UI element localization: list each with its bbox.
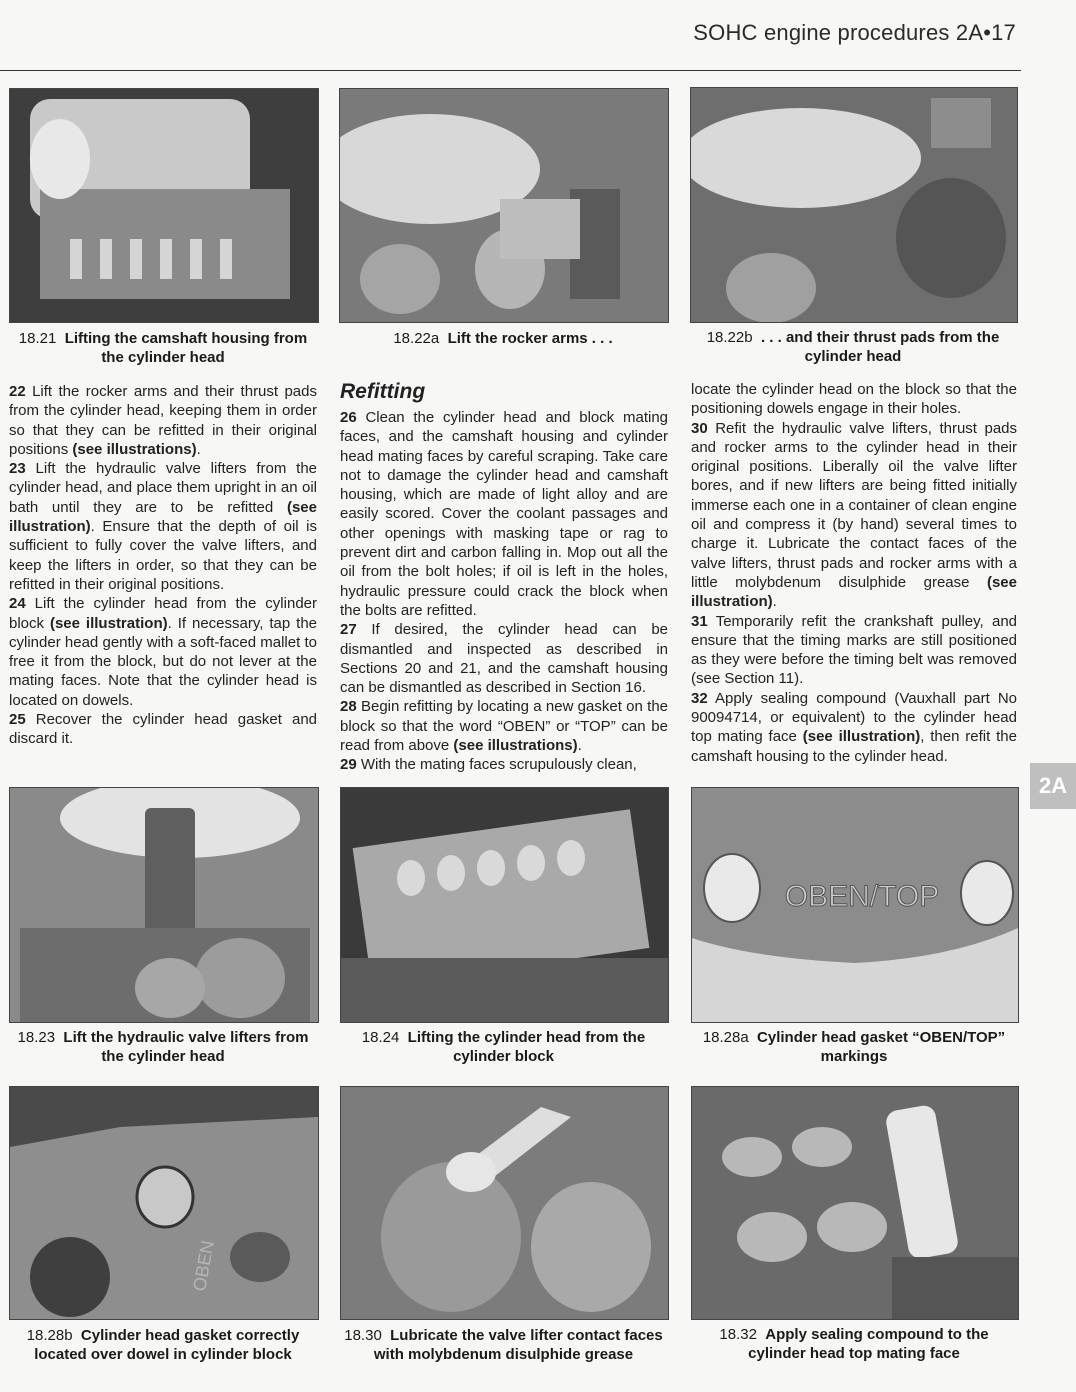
paragraph-26: 26 Clean the cylinder head and block mating faces, and the camshaft housing and cylinder head mating faces by careful scraping. Take care not to damage the cylinder head and camshaft housing, which are made of light alloy and are easily scored. Cover the coolant passages and other openings with masking tape or rag to prevent dirt and carbon falling in. Mop out all the oil from the bolt holes; if oil is left in the holes, hydraulic pressure could crack the block when the bolts are refitted.: [340, 409, 669, 619]
caption-18-24: [340, 1028, 667, 1066]
paragraph-25: 25 Recover the cylinder head gasket and discard it.: [9, 711, 317, 748]
caption-text: Lift the hydraulic valve lifters from the cylinder head: [63, 1029, 309, 1065]
caption-text: Lubricate the valve lifter contact faces with molybdenum disulphide grease: [373, 1327, 663, 1363]
caption-number: 18.22b: [706, 329, 753, 346]
paragraph-23: 23 Lift the hydraulic valve lifters from the cylinder head, and place them upright in an oil bath until they are to be refitted (see illustration). Ensure that the depth of oil is sufficient to fully cover the valve lifters, and keep the lifters in order, so that they can be refitted in their original positions.: [9, 460, 318, 593]
paragraph-28: 28 Begin refitting by locating a new gasket on the block so that the word “OBEN” or “TOP” can be read from above (see illustrations).: [340, 698, 668, 755]
text-column-1: [9, 382, 317, 749]
page-header: SOHC engine procedures 2A•17: [693, 20, 1016, 45]
photo-18-22a: [339, 88, 669, 323]
caption-18-22b: [690, 328, 1016, 366]
photo-18-28b: [9, 1086, 319, 1320]
caption-number: 18.21: [18, 330, 57, 347]
caption-number: 18.22a: [393, 330, 440, 347]
caption-18-28a: [691, 1028, 1017, 1066]
caption-number: 18.30: [344, 1327, 382, 1344]
caption-number: 18.28a: [702, 1029, 749, 1046]
photo-18-30: [340, 1086, 669, 1320]
caption-number: 18.28b: [26, 1327, 73, 1344]
caption-text: Apply sealing compound to the cylinder head top mating face: [748, 1326, 989, 1362]
caption-18-21: [9, 329, 317, 367]
section-tab: 2A: [1030, 763, 1076, 809]
photo-18-32: [691, 1086, 1019, 1320]
paragraph-22: 22 Lift the rocker arms and their thrust pads from the cylinder head, keeping them in order so that they can be refitted in their original positions (see illustrations).: [9, 383, 317, 458]
photo-18-23: [9, 787, 319, 1023]
paragraph-29: 29 With the mating faces scrupulously clean,: [340, 756, 637, 774]
header-rule: [0, 70, 1021, 71]
photo-18-28a: [691, 787, 1019, 1023]
text-column-2: [340, 380, 668, 775]
paragraph-31: 31 Temporarily refit the crankshaft pulley, and ensure that the timing marks are still positioned as they were before the timing belt was removed (see Section 11).: [691, 612, 1018, 688]
photo-18-22b: [690, 87, 1018, 323]
paragraph-30: 30 Refit the hydraulic valve lifters, thrust pads and rocker arms to the cylinder head in their original positions. Liberally oil the valve lifter bores, and if new lifters are being fitted initially immerse each one in a container of clean engine oil and compress it (by hand) several times to charge it. Lubricate the contact faces of the valve lifters, thrust pads and rocker arms with a little molybdenum disulphide grease (see illustration).: [691, 419, 1018, 611]
photo-18-21: [9, 88, 319, 323]
caption-text: . . . and their thrust pads from the cylinder head: [760, 329, 1000, 365]
text-column-3: [691, 380, 1017, 766]
paragraph-32: 32 Apply sealing compound (Vauxhall part No 90094714, or equivalent) to the cylinder head top mating face (see illustration), then refit the camshaft housing to the cylinder head.: [691, 689, 1018, 765]
caption-18-30: [340, 1326, 667, 1364]
caption-number: 18.24: [361, 1029, 400, 1046]
caption-text: Cylinder head gasket correctly located over dowel in cylinder block: [34, 1327, 300, 1363]
paragraph-24: 24 Lift the cylinder head from the cylinder block (see illustration). If necessary, tap the cylinder head gently with a soft-faced mallet to free it from the block, but do not lever at the mating faces. Note that the cylinder head is located on dowels.: [9, 595, 318, 709]
caption-text: Lifting the camshaft housing from the cylinder head: [64, 330, 308, 366]
caption-18-22a: [339, 329, 667, 348]
section-heading: Refitting: [340, 380, 426, 403]
caption-18-28b: [9, 1326, 317, 1364]
caption-text: Lift the rocker arms . . .: [447, 330, 613, 347]
caption-18-32: [691, 1325, 1017, 1363]
paragraph-29-continued: locate the cylinder head on the block so that the positioning dowels engage in their holes.: [691, 381, 1017, 418]
gasket-marking: OBEN/TOP: [784, 880, 940, 913]
dowel-marking: OBEN: [189, 1238, 218, 1293]
caption-text: Cylinder head gasket “OBEN/TOP” markings: [757, 1029, 1006, 1065]
caption-number: 18.32: [719, 1326, 757, 1343]
photo-18-24: [340, 787, 669, 1023]
caption-text: Lifting the cylinder head from the cylinder block: [407, 1029, 646, 1065]
paragraph-27: 27 If desired, the cylinder head can be dismantled and inspected as described in Sections 20 and 21, and the camshaft housing can be dismantled as described in Section 16.: [340, 621, 669, 697]
caption-number: 18.23: [17, 1029, 56, 1046]
caption-18-23: [9, 1028, 317, 1066]
